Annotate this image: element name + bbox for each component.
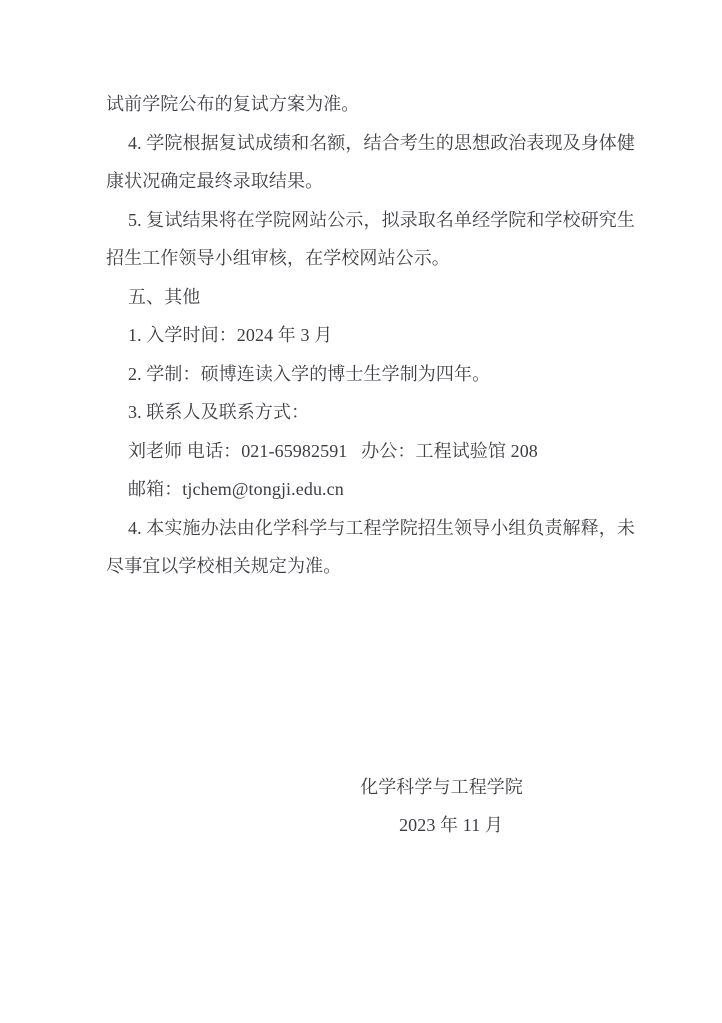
doc-line: 2. 学制：硕博连读入学的博士生学制为四年。: [128, 363, 491, 384]
doc-line: 1. 入学时间：2024 年 3 月: [128, 325, 333, 345]
signature-block: [106, 768, 627, 845]
doc-line: 5. 复试结果将在学院网站公示，拟录取名单经学院和学校研究生: [128, 209, 635, 230]
doc-line: 招生工作领导小组审核，在学校网站公示。: [106, 248, 450, 268]
doc-line: 4. 本实施办法由化学科学与工程学院招生领导小组负责解释，未: [128, 517, 635, 538]
doc-line: 康状况确定最终录取结果。: [106, 171, 324, 191]
doc-line: 4. 学院根据复试成绩和名额，结合考生的思想政治表现及身体健: [128, 132, 635, 153]
doc-line: 3. 联系人及联系方式：: [128, 402, 310, 422]
doc-email-line: 邮箱：tjchem@tongji.edu.cn: [128, 479, 344, 499]
doc-contact-line: 刘老师 电话：021-65982591 办公：工程试验馆 208: [128, 440, 538, 461]
signature-date: 2023 年 11 月: [399, 815, 503, 835]
doc-line: 尽事宜以学校相关规定为准。: [106, 556, 342, 576]
signature-organization: 化学科学与工程学院: [360, 776, 523, 797]
doc-section-heading: 五、其他: [128, 286, 201, 307]
doc-line: 试前学院公布的复试方案为准。: [106, 94, 360, 114]
